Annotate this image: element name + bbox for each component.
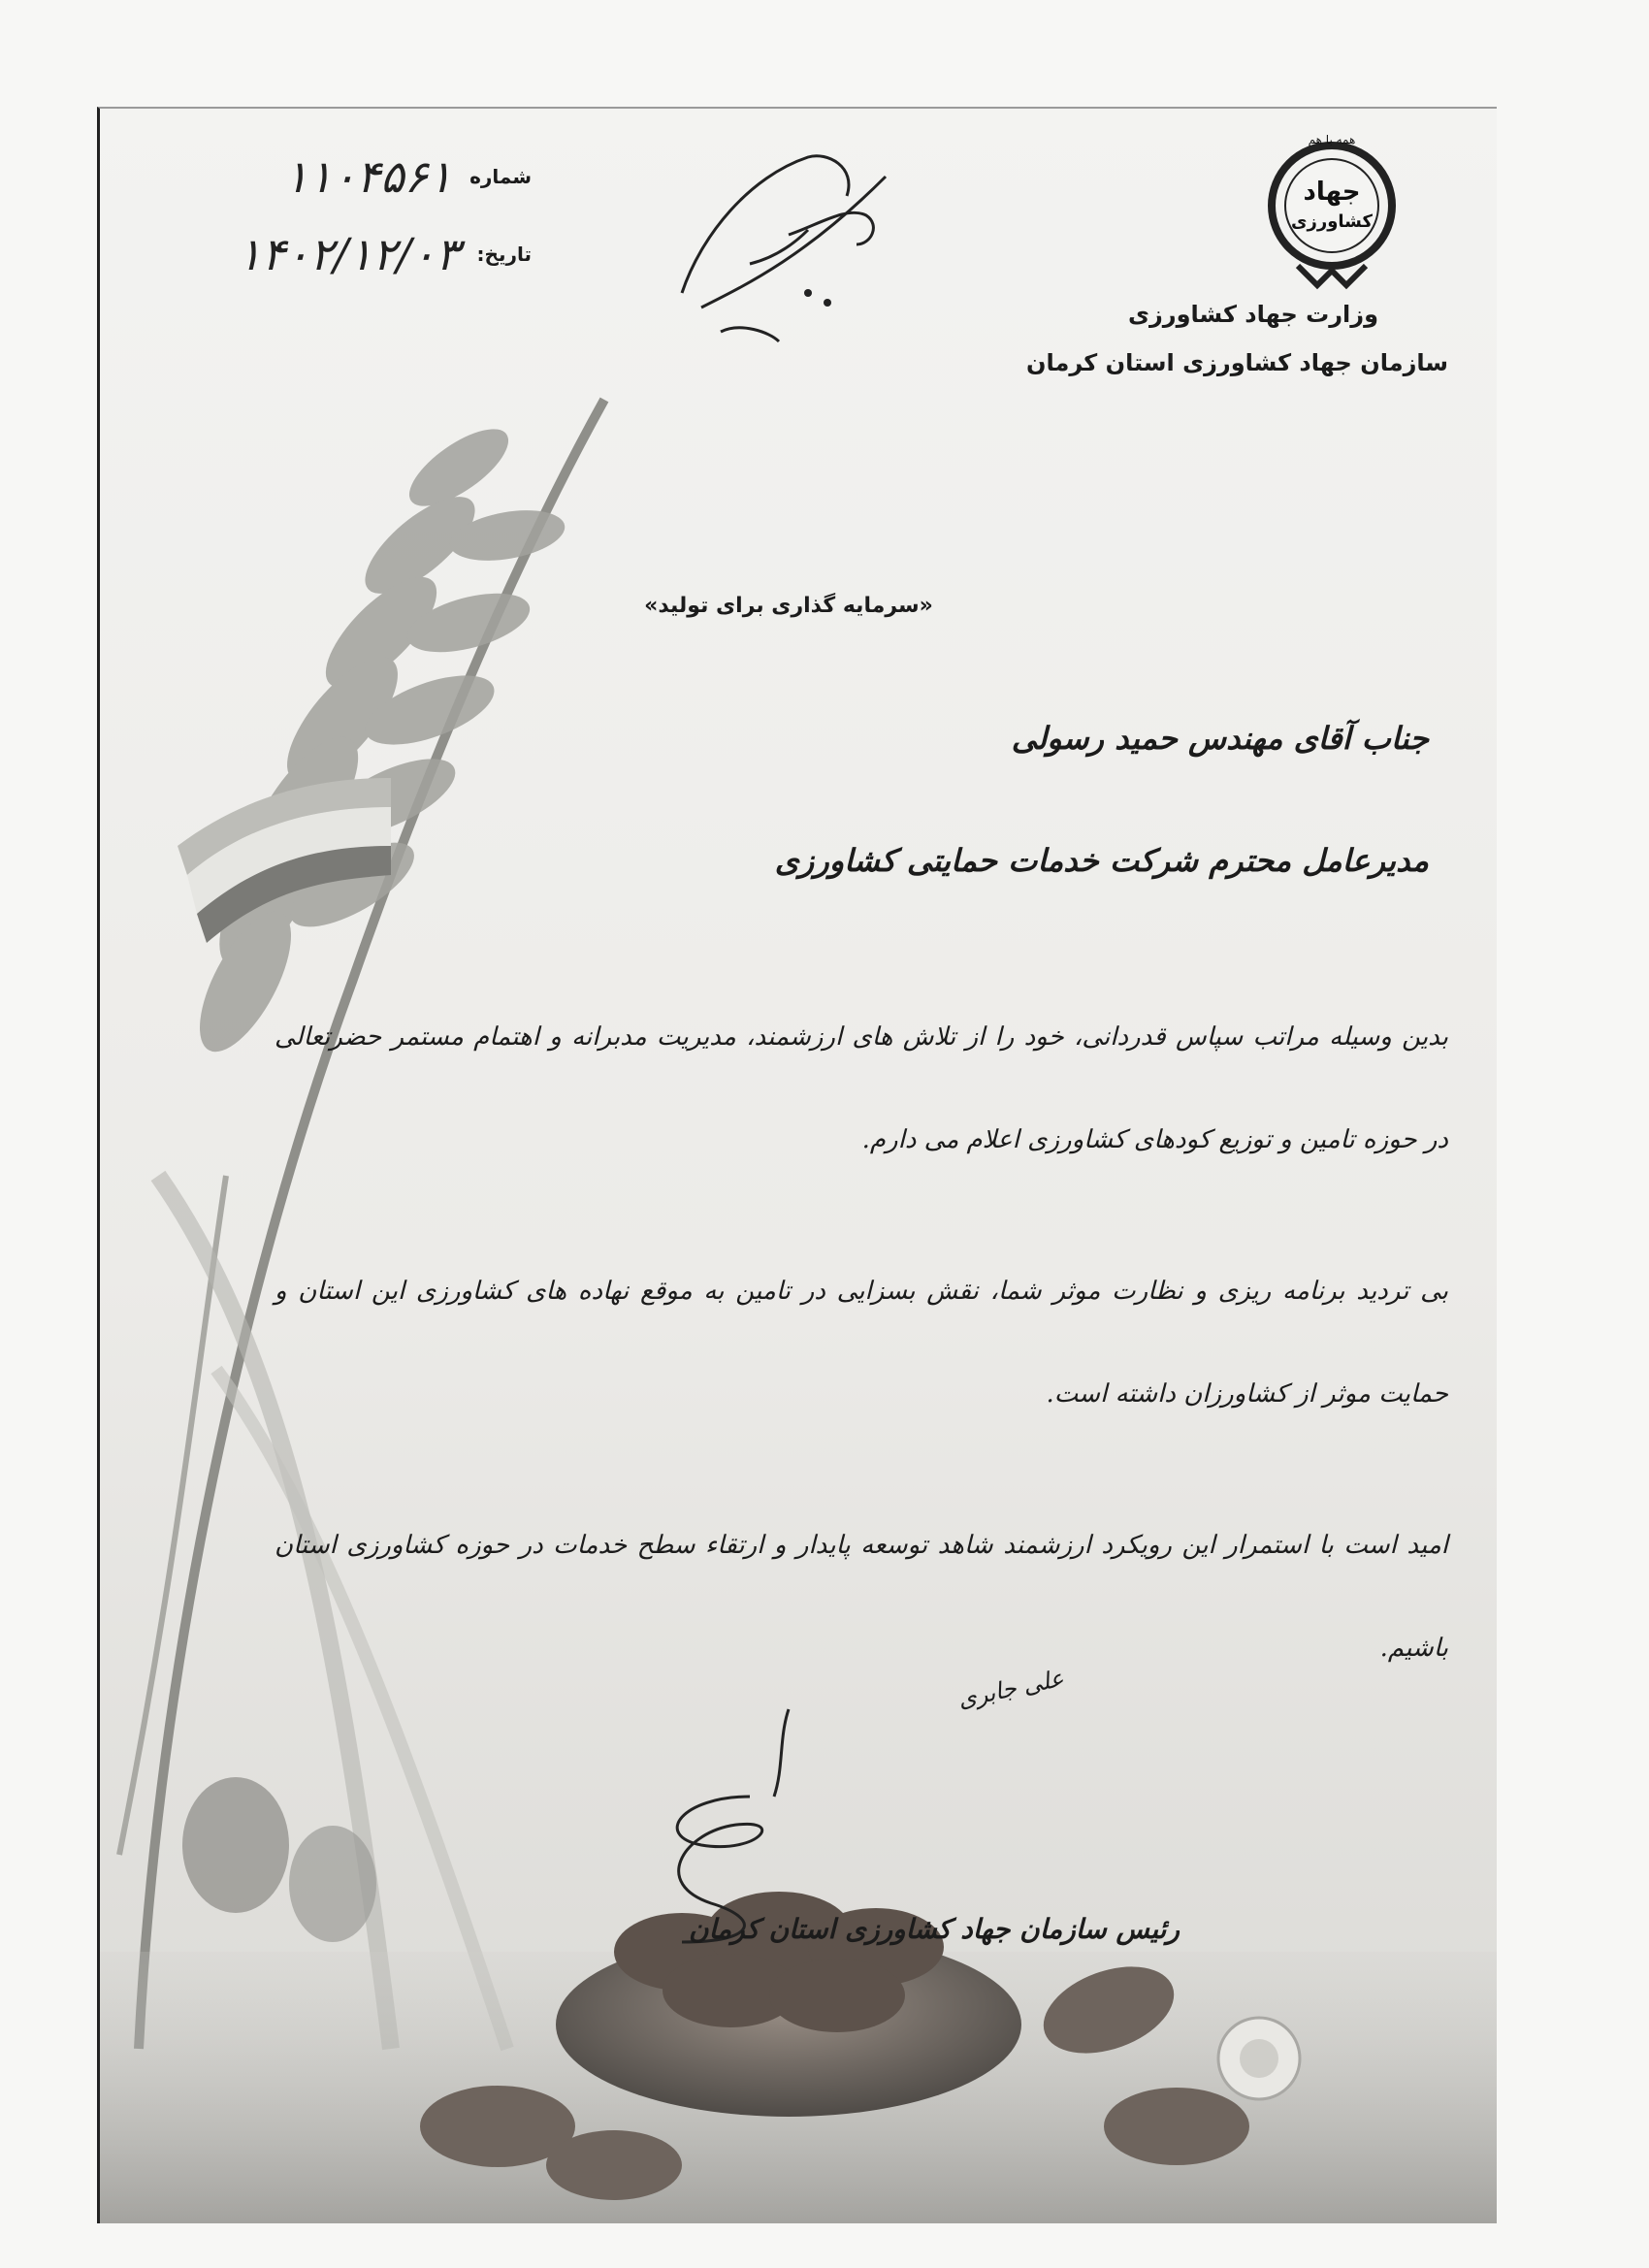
paragraph-3: امید است با استمرار این رویکرد ارزشمند شاهد توسعه پایدار و ارتقاء سطح خدمات در حوزه کشاورزی استان باشیم. [275,1531,1448,1663]
signer-name: علی جابری [954,1664,1067,1714]
jahad-keshavarzi-logo-icon [1259,130,1405,295]
date-row [182,215,532,293]
date-label: تاریخ: [476,243,532,266]
ministry-header [1026,301,1448,376]
letter-body [275,720,1448,1748]
number-label: شماره [469,165,532,188]
bismillah-calligraphy-icon [663,138,915,351]
number-value: ۱۱۰۴۵۶۱ [284,150,453,203]
date-value: ۱۴۰۲/۱۲/۰۳ [237,228,460,280]
slogan: «سرمایه گذاری برای تولید» [644,594,933,618]
organization-name: سازمان جهاد کشاورزی استان کرمان [1026,349,1448,376]
paragraph-1: بدین وسیله مراتب سپاس قدردانی، خود را از تلاش های ارزشمند، مدیریت مدبرانه و اهتمام مستمر حضرتعالی در حوزه تامین و توزیع کودهای کشاورزی اعلام می دارم. [275,1022,1448,1154]
paragraph-2: بی تردید برنامه ریزی و نظارت موثر شما، نقش بسزایی در تامین به موقع نهاده های کشاورزی این استان و حمایت موثر از کشاورزان داشته است. [275,1277,1448,1409]
letter-meta [182,138,532,293]
svg-text:کشاورزی: کشاورزی [1291,211,1373,232]
salutation-recipient: جناب آقای مهندس حمید رسولی [1011,720,1429,757]
number-row [182,138,532,215]
signer-title: رئیس سازمان جهاد کشاورزی استان کرمان [689,1913,1180,1945]
svg-text:جهاد: جهاد [1303,178,1361,207]
ministry-name: وزارت جهاد کشاورزی [1127,301,1378,328]
salutation-position: مدیرعامل محترم شرکت خدمات حمایتی کشاورزی [774,842,1429,879]
letter-page [97,107,1497,2223]
svg-text:همه با هم: همه با هم [1308,133,1356,146]
